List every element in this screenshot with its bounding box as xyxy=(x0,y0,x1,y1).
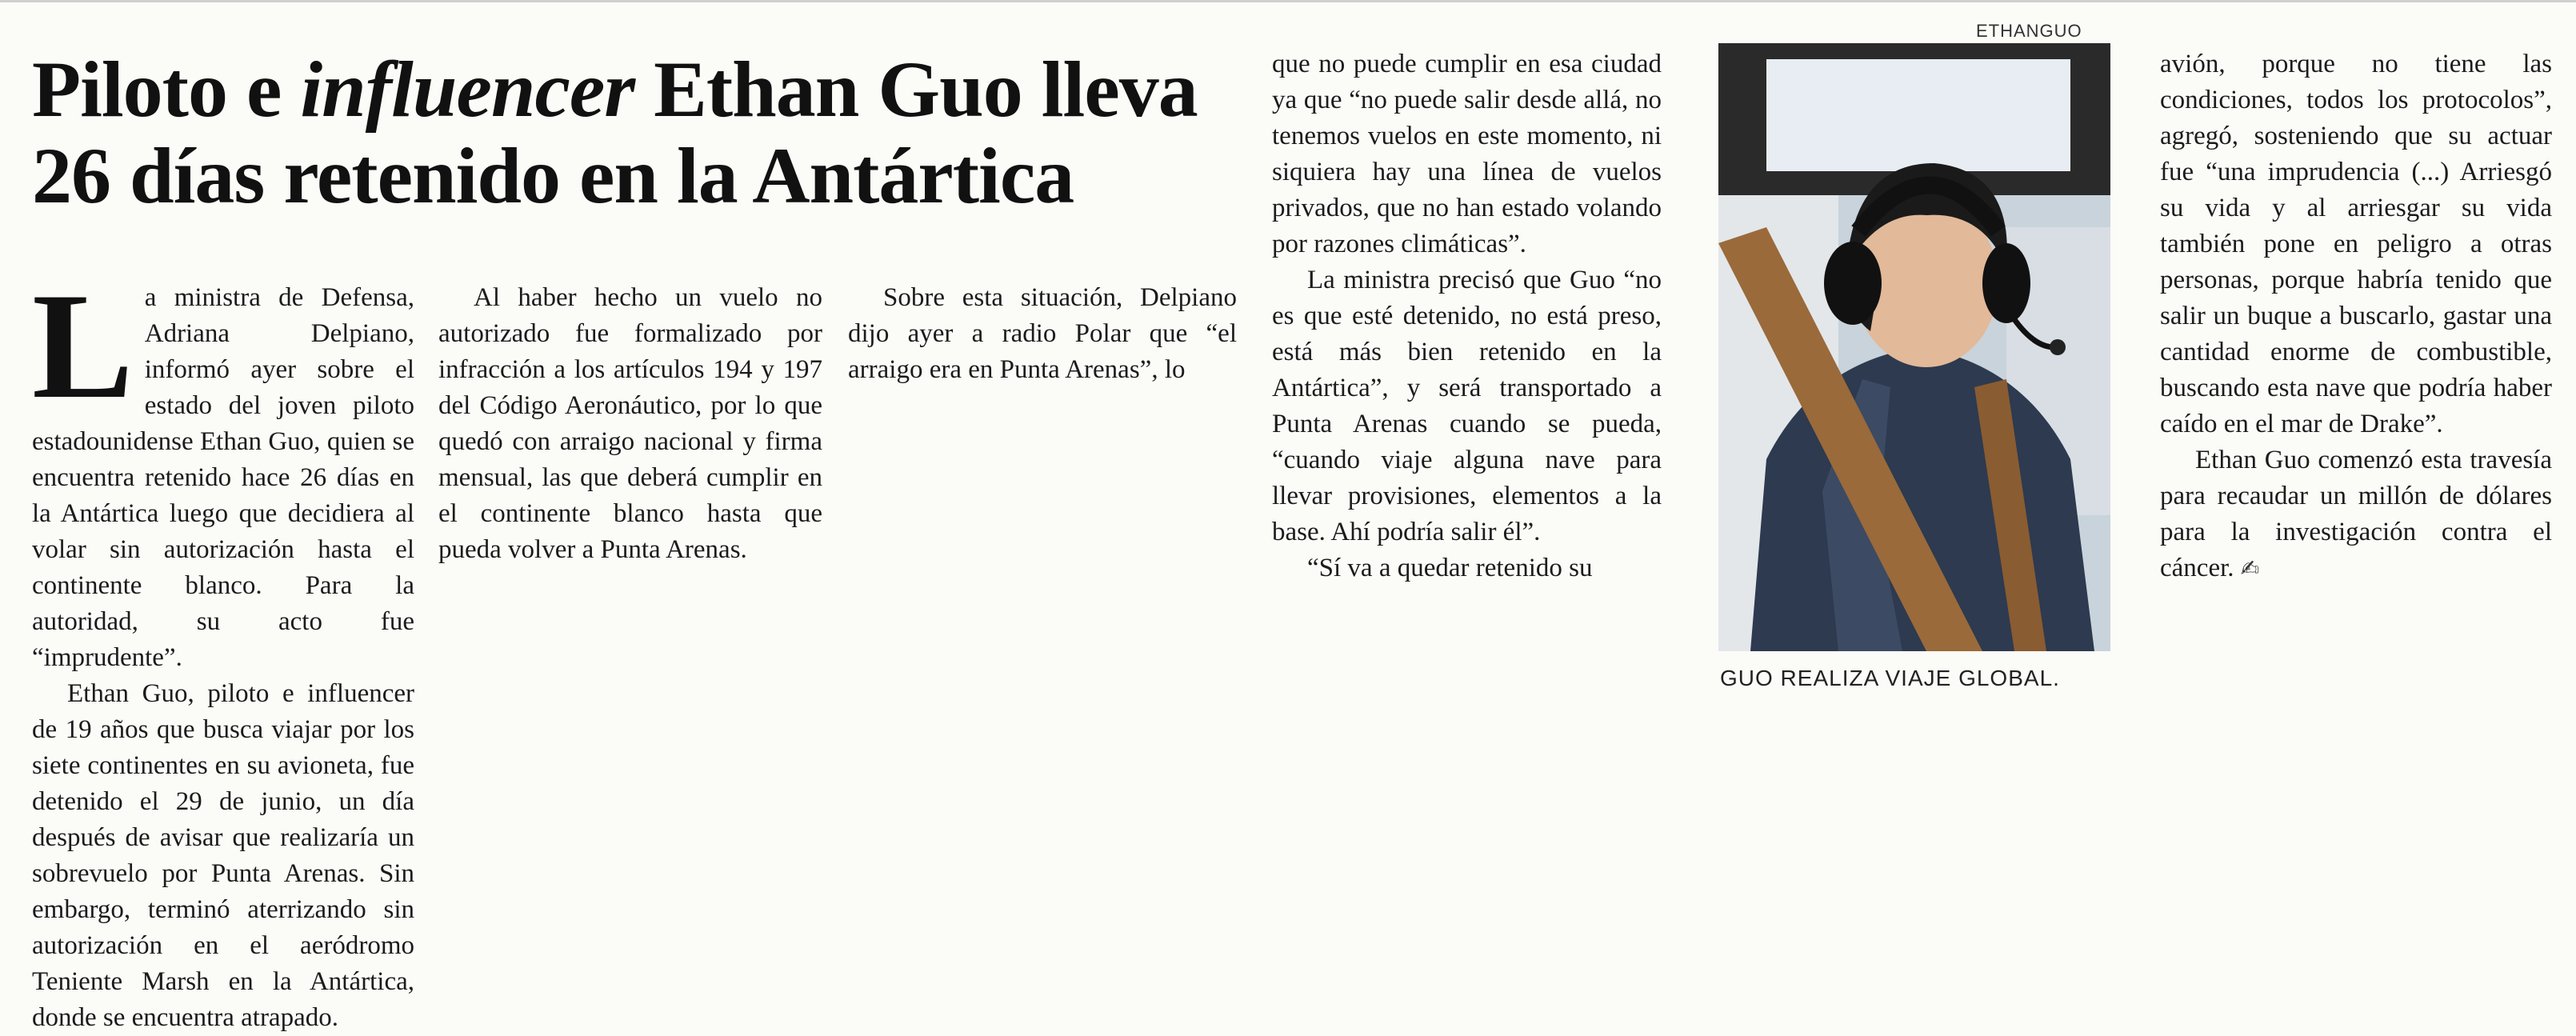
headline-part-1: Piloto e xyxy=(32,45,301,134)
top-rule xyxy=(0,0,2576,2)
column-2 xyxy=(438,280,822,712)
paragraph-1-text: a ministra de Defensa, Adriana Delpiano, informó ayer sobre el estado del joven piloto estadounidense Ethan Guo, quien se encuentra retenido hace 26 días en la Antártica luego que decidiera al volar sin autorización hasta el continente blanco. Para la autoridad, su acto fue “imprudente”. xyxy=(32,283,414,672)
paragraph-3: Al haber hecho un vuelo no autorizado fue formalizado por infracción a los artículos 194 y 197 del Código Aeronáutico, por lo que quedó con arraigo nacional y firma mensual, las que deberá cumplir en el continente blanco hasta que pueda volver a Punta Arenas. xyxy=(438,283,822,564)
column-3 xyxy=(848,280,1237,712)
column-5 xyxy=(2160,46,2552,710)
headline-part-3: Ethan Guo lleva 26 días retenido en la Antártica xyxy=(32,45,1198,220)
paragraph-7 xyxy=(2160,442,2552,586)
end-mark-icon: ✍ xyxy=(2240,555,2260,582)
column-1 xyxy=(32,262,414,1032)
drop-cap: L xyxy=(32,262,134,430)
headline xyxy=(32,46,1280,219)
paragraph-4: Sobre esta situación, Delpiano dijo ayer a radio Polar que “el arraigo era en Punta Arenas”, lo xyxy=(848,283,1237,384)
paragraph-6: “Sí va a quedar retenido su xyxy=(1307,554,1593,582)
paragraph-5: La ministra precisó que Guo “no es que esté detenido, no está preso, está más bien retenido en la Antártica”, y será transportado a Punta Arenas cuando se pueda, “cuando viaje alguna nave para llevar provisiones, elementos a la base. Ahí podría salir él”. xyxy=(1272,266,1662,546)
paragraph-7-text: Ethan Guo comenzó esta travesía para recaudar un millón de dólares para la investigación contra el cáncer. xyxy=(2160,446,2552,582)
photo-caption: GUO REALIZA VIAJE GLOBAL. xyxy=(1720,666,2060,690)
paragraph-2: Ethan Guo, piloto e influencer de 19 años que busca viajar por los siete continentes en su avioneta, fue detenido el 29 de junio, un día después de avisar que realizaría un sobrevuelo por Punta Arenas. Sin embargo, terminó aterrizando sin autorización en el aeródromo Teniente Marsh en la Antártica, donde se encuentra atrapado. xyxy=(32,679,414,1032)
pilot-photo xyxy=(1718,43,2110,651)
paragraph-1 xyxy=(32,262,414,676)
column-4 xyxy=(1272,46,1662,710)
photo-credit: ETHANGUO xyxy=(1976,21,2082,41)
paragraph-6-continued: avión, porque no tiene las condiciones, todos los protocolos”, agregó, sosteniendo que su actuar fue “una imprudencia (...) Arriesgó su vida y al arriesgar su vida también pone en peligro a otras personas, porque habría tenido que salir un buque a buscarlo, gastar una cantidad enorme de combustible, buscando esta nave que podría haber caído en el mar de Drake”. xyxy=(2160,50,2552,438)
paragraph-4-continued: que no puede cumplir en esa ciudad ya que “no puede salir desde allá, no tenemos vuelos en este momento, ni siquiera hay una línea de vuelos privados, que no han estado volando por razones climáticas”. xyxy=(1272,50,1662,258)
pilot-in-cockpit-illustration xyxy=(1718,43,2110,651)
headline-italic-word: influencer xyxy=(300,45,635,134)
